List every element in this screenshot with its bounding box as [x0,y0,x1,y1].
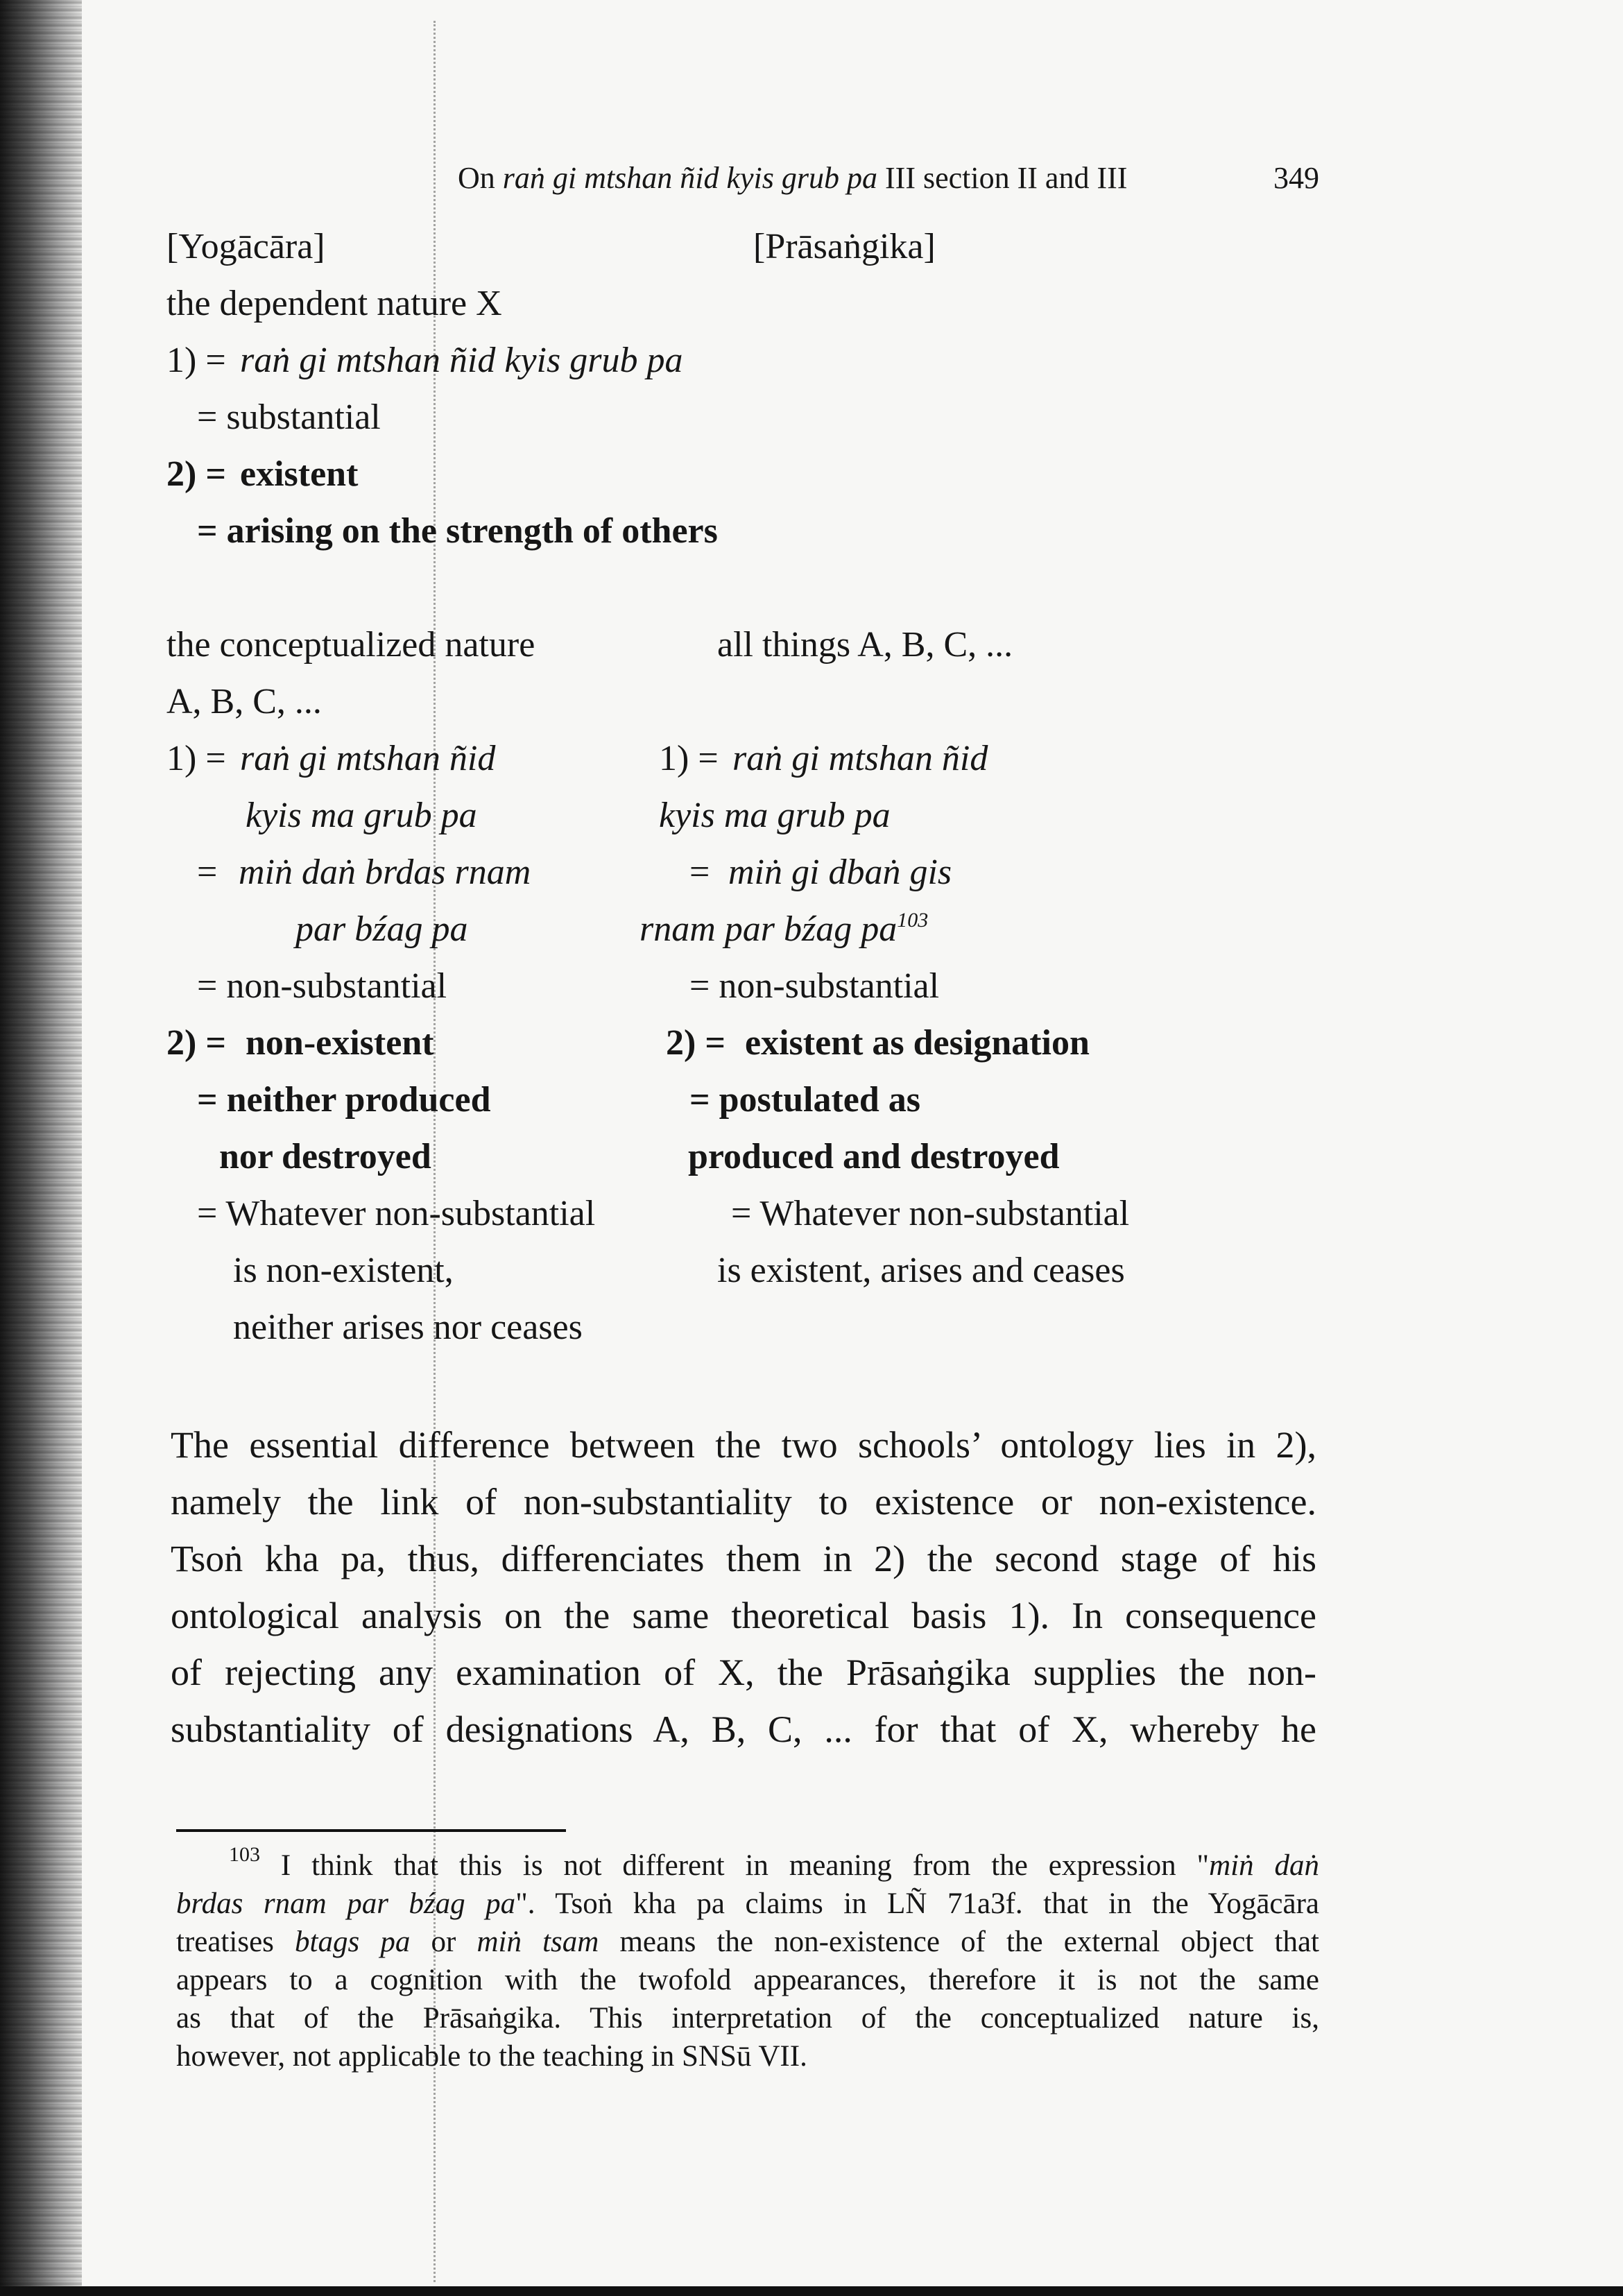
left-item-1-c: miṅ daṅ brdas rnam [239,853,531,892]
footnote-line: appears to a cognition with the twofold appearances, therefore it is not the same [176,1964,1319,1996]
right-item-1-c-eq: = [689,853,710,892]
footnote-text: or [431,1926,456,1958]
yogacara-heading: [Yogācāra] [166,227,325,266]
running-header [458,161,1127,196]
page-number: 349 [1273,161,1319,195]
left-item-2-h: nor destroyed [219,1137,431,1176]
dependent-item-2-num: 2) = [166,454,226,494]
conceptualized-title: the conceptualized nature [166,625,535,665]
scan-spine-shadow [0,0,82,2296]
left-item-1-c-eq: = [197,853,218,892]
right-item-1-d-text: rnam par bźag pa [639,909,898,949]
footnote-text: I think that this is not different in meaning from the expression " [280,1849,1210,1882]
dependent-nature-title: the dependent nature X [166,284,502,323]
footnote-text: means the non-existence of the external object that [619,1926,1319,1958]
dependent-item-2-eq: = arising on the strength of others [197,511,718,551]
footnote-separator [176,1829,566,1832]
footnote-italic: miṅ tsam [476,1926,599,1958]
right-item-1-b: kyis ma grub pa [659,796,891,835]
footnote-line [176,1923,1319,1961]
right-item-2-j: is existent, arises and ceases [717,1251,1125,1290]
footnote-number: 103 [229,1843,260,1866]
paragraph-line: The essential difference between the two schools’ ontology lies in 2), [171,1424,1316,1466]
footnote-text: ". Tsoṅ kha pa claims in LÑ 71a3f. that in the Yogācāra [515,1887,1319,1920]
left-item-2-num: 2) = [166,1023,226,1063]
left-item-1-num: 1) = [166,739,226,778]
left-item-2-f: non-existent [246,1023,434,1063]
left-item-1-b: kyis ma grub pa [246,796,477,835]
paragraph-line: namely the link of non-substantiality to existence or non-existence. [171,1481,1316,1523]
right-item-2-f: existent as designation [745,1023,1090,1063]
footnote-italic: btags pa [295,1926,411,1958]
left-item-2-j: is non-existent, [233,1251,454,1290]
left-item-2-i: = Whatever non-substantial [197,1194,596,1233]
paragraph-line: Tsoṅ kha pa, thus, differenciates them in 2) the second stage of his [171,1538,1316,1579]
right-item-1-d [639,909,928,950]
footnote-italic: miṅ daṅ [1209,1849,1320,1882]
right-item-1-e: = non-substantial [689,966,940,1006]
left-item-1-a: raṅ gi mtshan ñid [240,739,496,778]
body-paragraph [171,1416,1316,1758]
left-item-1-e: = non-substantial [197,966,447,1006]
left-item-1-d: par bźag pa [295,909,468,949]
footnote-ref-103: 103 [897,909,929,932]
footnote-103 [176,1843,1320,2075]
dependent-item-1-text: raṅ gi mtshan ñid kyis grub pa [240,341,683,380]
scan-bottom-edge [0,2286,1623,2296]
footnote-text: treatises [176,1926,274,1958]
dependent-item-2-text: existent [240,454,359,494]
header-title: raṅ gi mtshan ñid kyis grub pa [502,161,878,195]
all-things-title: all things A, B, C, ... [717,625,1013,665]
footnote-line: however, not applicable to the teaching in SNSū VII. [176,2040,807,2073]
header-suffix: III section II and III [885,161,1128,195]
left-item-2-g: = neither produced [197,1080,491,1120]
paragraph-line: substantiality of designations A, B, C, ... for that of X, whereby he [171,1708,1316,1750]
dependent-item-1-num: 1) = [166,341,226,380]
footnote-line: as that of the Prāsaṅgika. This interpretation of the conceptualized nature is, [176,2002,1319,2034]
left-item-2-k: neither arises nor ceases [233,1308,583,1347]
prasangika-heading: [Prāsaṅgika] [753,227,936,266]
footnote-line [176,1885,1319,1923]
right-item-2-g: = postulated as [689,1080,921,1120]
header-prefix: On [458,161,495,195]
footnote-line [176,1843,1320,1885]
right-item-2-h: produced and destroyed [688,1137,1060,1176]
right-item-2-i: = Whatever non-substantial [731,1194,1130,1233]
right-item-2-num: 2) = [666,1023,725,1063]
right-item-1-a: raṅ gi mtshan ñid [732,739,988,778]
paragraph-line: ontological analysis on the same theoretical basis 1). In consequence [171,1595,1316,1636]
paragraph-line: of rejecting any examination of X, the Prāsaṅgika supplies the non- [171,1652,1316,1693]
conceptualized-title-2: A, B, C, ... [166,682,322,721]
right-item-1-num: 1) = [659,739,719,778]
footnote-italic: brdas rnam par bźag pa [176,1887,516,1920]
right-item-1-c: miṅ gi dbaṅ gis [728,853,952,892]
dependent-item-1-eq: = substantial [197,397,381,437]
